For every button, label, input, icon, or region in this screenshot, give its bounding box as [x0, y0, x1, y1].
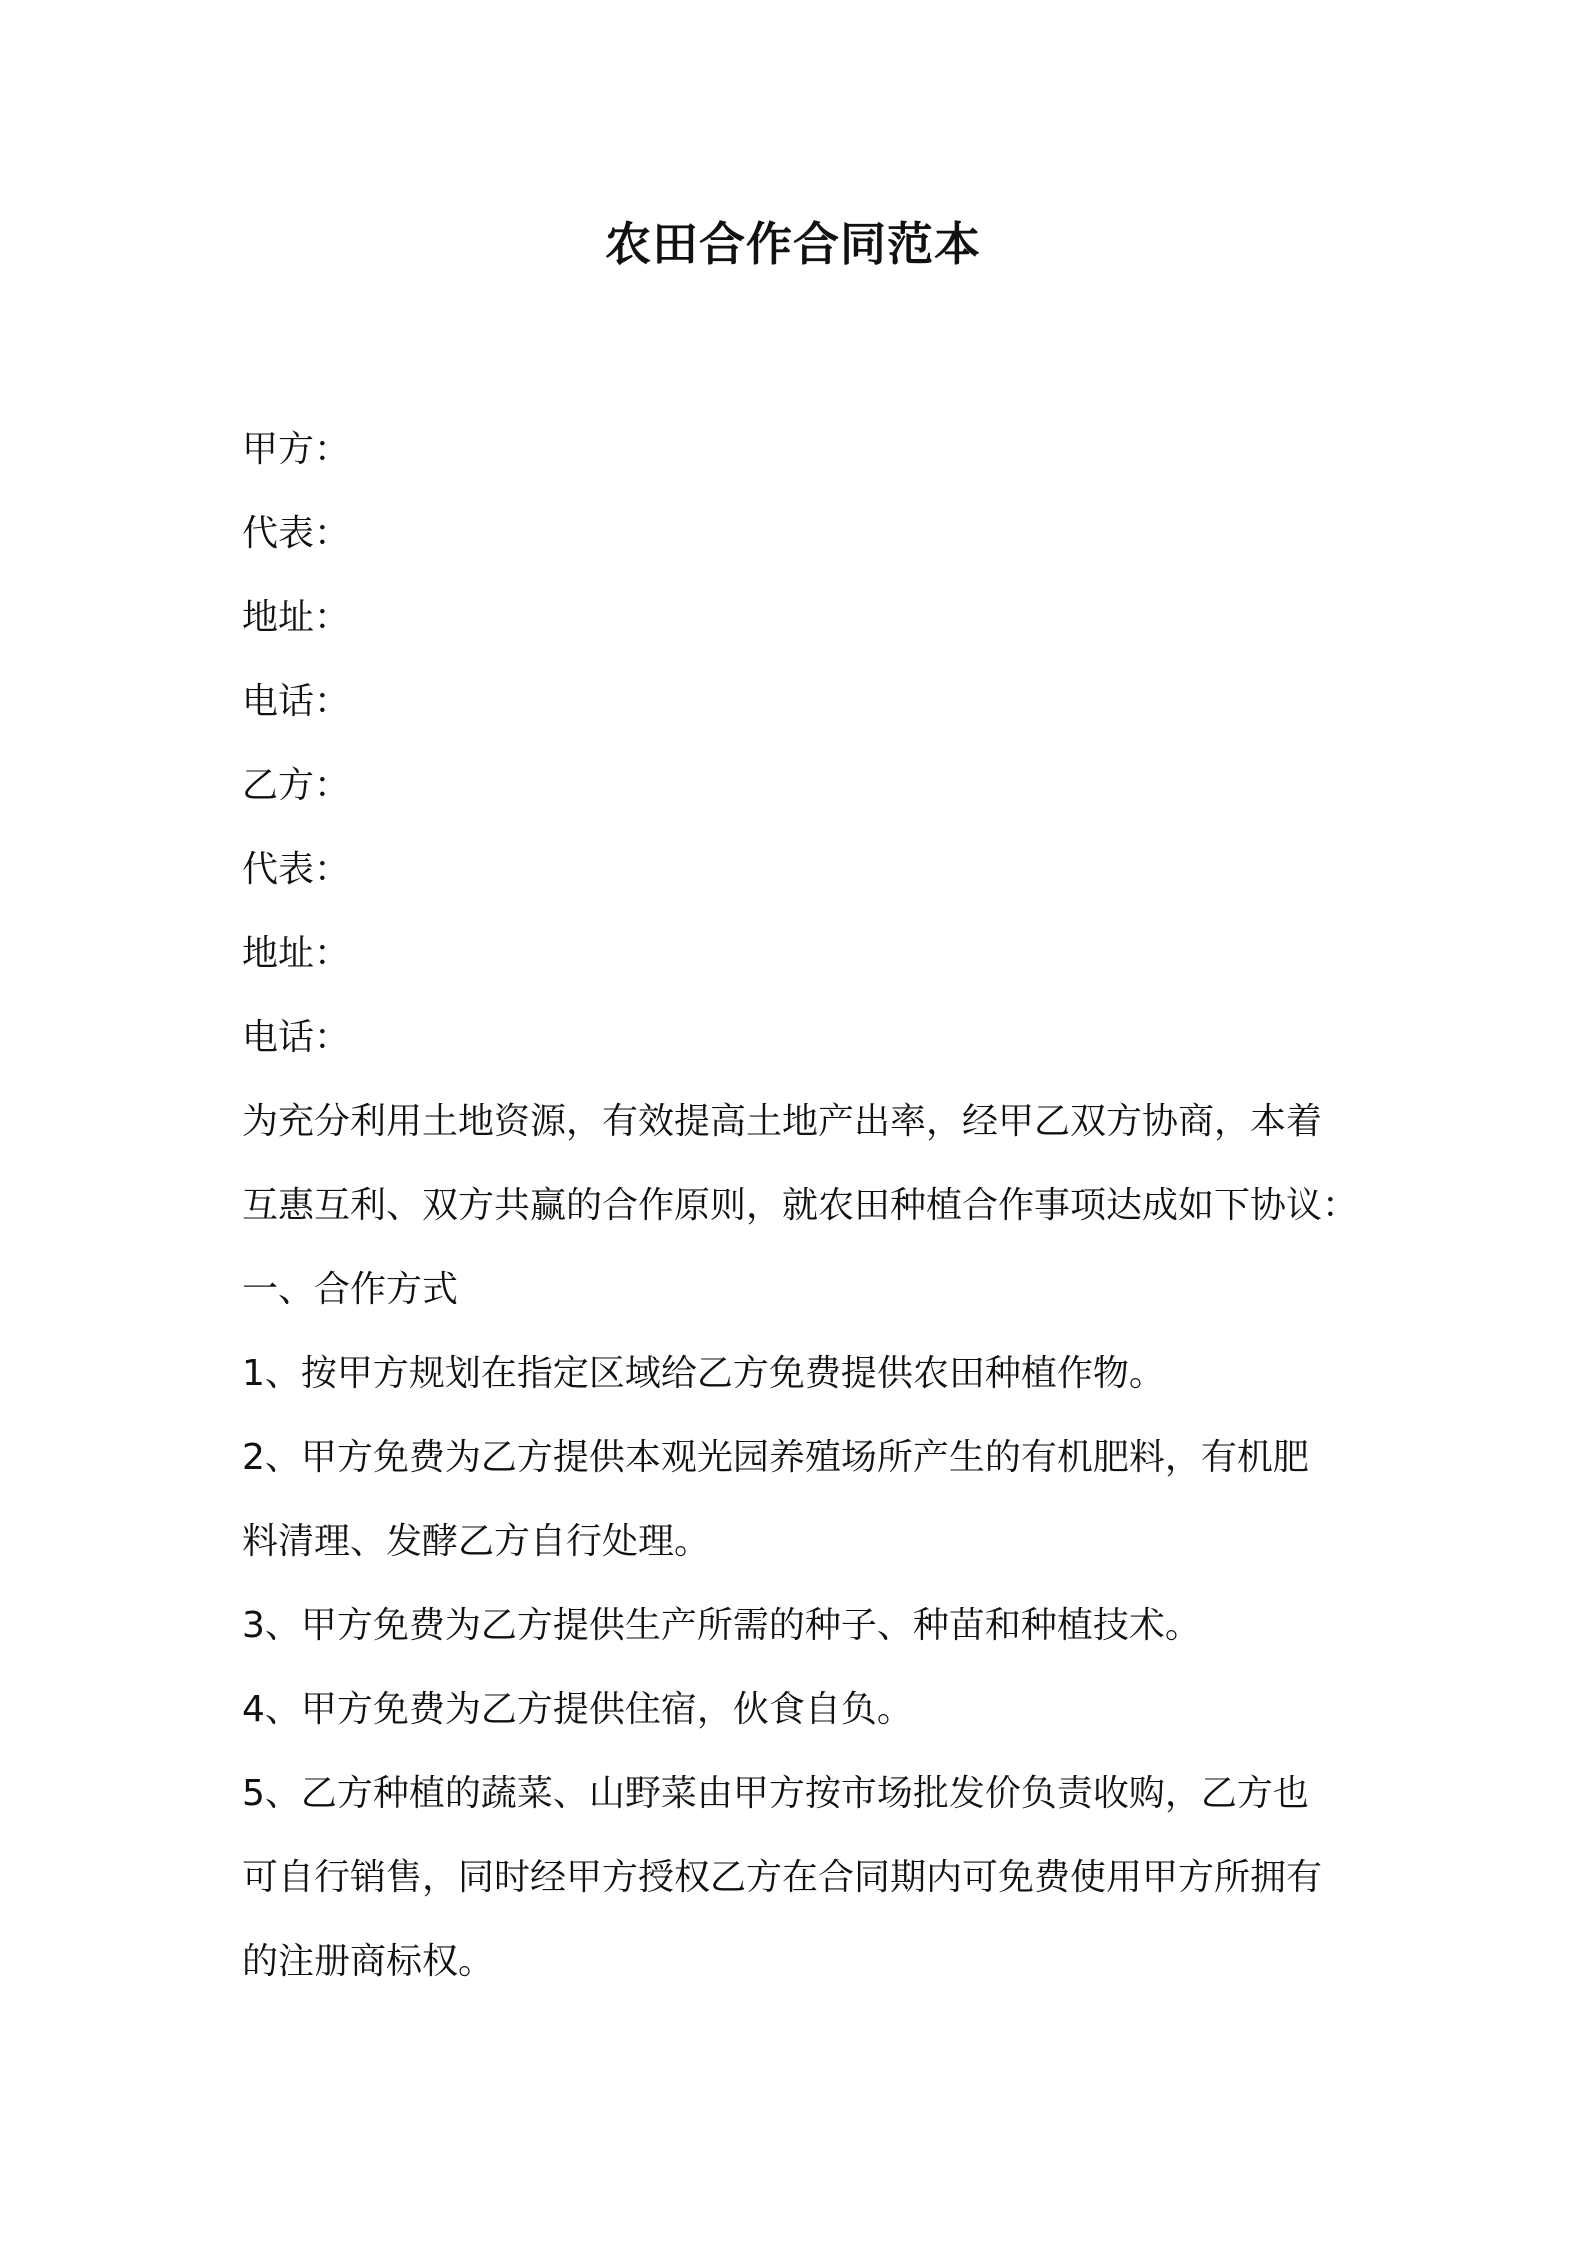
clause-line: 5、乙方种植的蔬菜、山野菜由甲方按市场批发价负责收购，乙方也 — [242, 1773, 1309, 1814]
preamble-line: 互惠互利、双方共赢的合作原则，就农田种植合作事项达成如下协议： — [242, 1185, 1359, 1226]
party-a-label: 甲方： — [242, 429, 351, 470]
clause-line: 2、甲方免费为乙方提供本观光园养殖场所产生的有机肥料，有机肥 — [242, 1437, 1309, 1478]
document-body — [242, 408, 1359, 2004]
party-a-representative-label: 代表： — [242, 513, 351, 554]
party-b-label: 乙方： — [242, 765, 351, 806]
preamble-line: 为充分利用土地资源，有效提高土地产出率，经甲乙双方协商，本着 — [242, 1101, 1323, 1142]
document-title: 农田合作合同范本 — [605, 217, 981, 271]
party-a-phone-label: 电话： — [242, 681, 351, 722]
clause-line: 1、按甲方规划在指定区域给乙方免费提供农田种植作物。 — [242, 1353, 1165, 1394]
party-b-phone-label: 电话： — [242, 1017, 351, 1058]
party-b-address-label: 地址： — [242, 933, 351, 974]
party-b-representative-label: 代表： — [242, 849, 351, 890]
clause-line: 4、甲方免费为乙方提供住宿，伙食自负。 — [242, 1689, 913, 1730]
clause-line: 料清理、发酵乙方自行处理。 — [242, 1521, 711, 1562]
section-heading-cooperation-method: 一、合作方式 — [242, 1269, 459, 1310]
clause-line: 可自行销售，同时经甲方授权乙方在合同期内可免费使用甲方所拥有 — [242, 1857, 1323, 1898]
party-a-address-label: 地址： — [242, 597, 351, 638]
clause-line: 3、甲方免费为乙方提供生产所需的种子、种苗和种植技术。 — [242, 1605, 1201, 1646]
clause-line: 的注册商标权。 — [242, 1941, 495, 1982]
